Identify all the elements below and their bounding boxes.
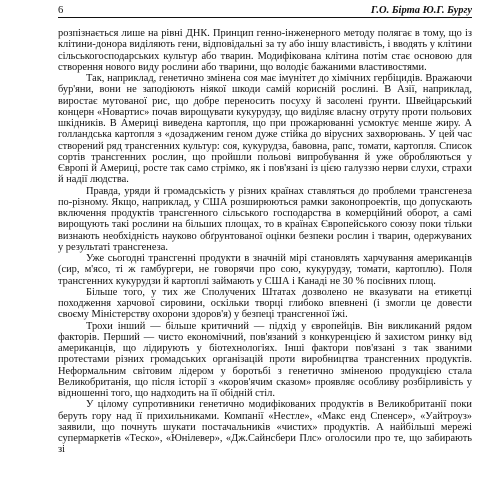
page-header xyxy=(58,1,472,18)
paragraph: Більше того, у тих же Сполучених Штатах дозволено не вказувати на етикетці походження харчової сировини, оскільки творці глибоко впевнені (і змогли це довести своєму Міністерству охорони здоров'я) у безпеці трансгенної їжі. xyxy=(58,286,472,321)
paragraph: розпізнається лише на рівні ДНК. Принцип генно-інженерного методу полягає в тому, що із клітини-донора виділяють гени, відповідальні за ту або іншу властивість, і вводять у клітини сільськогосподарських культур або тварин. Модифікована клітина потім стає основою для створення нового виду рослини або тварини, що володіє бажаними властивостями. xyxy=(58,28,472,73)
running-head: Г.О. Бірта Ю.Г. Бургу xyxy=(370,5,472,16)
body-text xyxy=(58,28,472,456)
paragraph: Так, наприклад, генетично змінена соя має імунітет до хімічних гербіцидів. Вражаючи бур'яни, вони не заподіюють ніякої шкоди самій корисній рослині. В Азії, наприклад, виростає мутованої рис, що добре переносить посуху й засолені ґрунти. Швейцарський концерн «Новартис» почав вирощувати кукурудзу, що виділяє власну отруту проти польових шкідників. В Америці виведена картопля, що при прожарюванні усмоктує менше жиру. А голландська картопля з «дозадженим геном дуже стійка до вірусних захворювань. У цей час створений ряд трансгенних культур: соя, кукурудза, бавовна, рапс, томати, картопля. Список сортів трансгенних рослин, що пройшли польові випробування й уже обробляються у Європі й Америці, росте так само стрімко, як і пов'язані із цією галуззю нерви слухи, страхи й надії людства. xyxy=(58,73,472,186)
page-number: 6 xyxy=(58,5,64,16)
paragraph: Уже сьогодні трансгенні продукти в значній мірі становлять харчування американців (сир, м'ясо, ті ж гамбургери, не говорячи про сою, кукурудзу, томати, картоплю). Поля трансгенних кукурудзи й картоплі займають у США і Канаді не 30 % посівних площ. xyxy=(58,253,472,287)
paragraph: Трохи інший — більше критичний — підхід у європейців. Він викликаний рядом факторів. Перший — чисто економічний, пов'язаний з конкуренцією й захистом ринку від американців, що лідирують у біотехнологіях. Інші фактори пов'язані з так званими протестами різних громадських організацій проти виробництва трансгенних продуктів. Неформальним світовим лідером у боротьбі з генетично зміненою продукцією стала Великобританія, що після історії з «коров'ячим сказом» проявляє особливу розбірливість у відношенні того, що надходить на її обідній стіл. xyxy=(58,320,472,399)
paragraph: У цілому супротивники генетично модифікованих продуктів в Великобританії поки беруть гору над її прихильниками. Компанії «Нестле», «Макс енд Спенсер», «Уайтроуз» заявили, що почнуть шукати постачальників «чистих» продуктів. А найбільші мережі супермаркетів «Теско», «Юнілевер», «Дж.Сайнсбери Плс» оголосили про те, що забирають зі xyxy=(58,399,472,456)
paragraph: Правда, уряди й громадськість у різних країнах ставляться до проблеми трансгенеза по-різному. Якщо, наприклад, у США розширюються рамки законопроектів, що допускають включення продуктів трансгенного сільського господарства в комерційний оборот, а самі вирощують такі рослини на більших площах, то в країнах Європейського союзу поки тільки визнають необхідність науково обґрунтованої оцінки безпеки рослин і тварин, одержуваних у результаті трансгенеза. xyxy=(58,185,472,253)
